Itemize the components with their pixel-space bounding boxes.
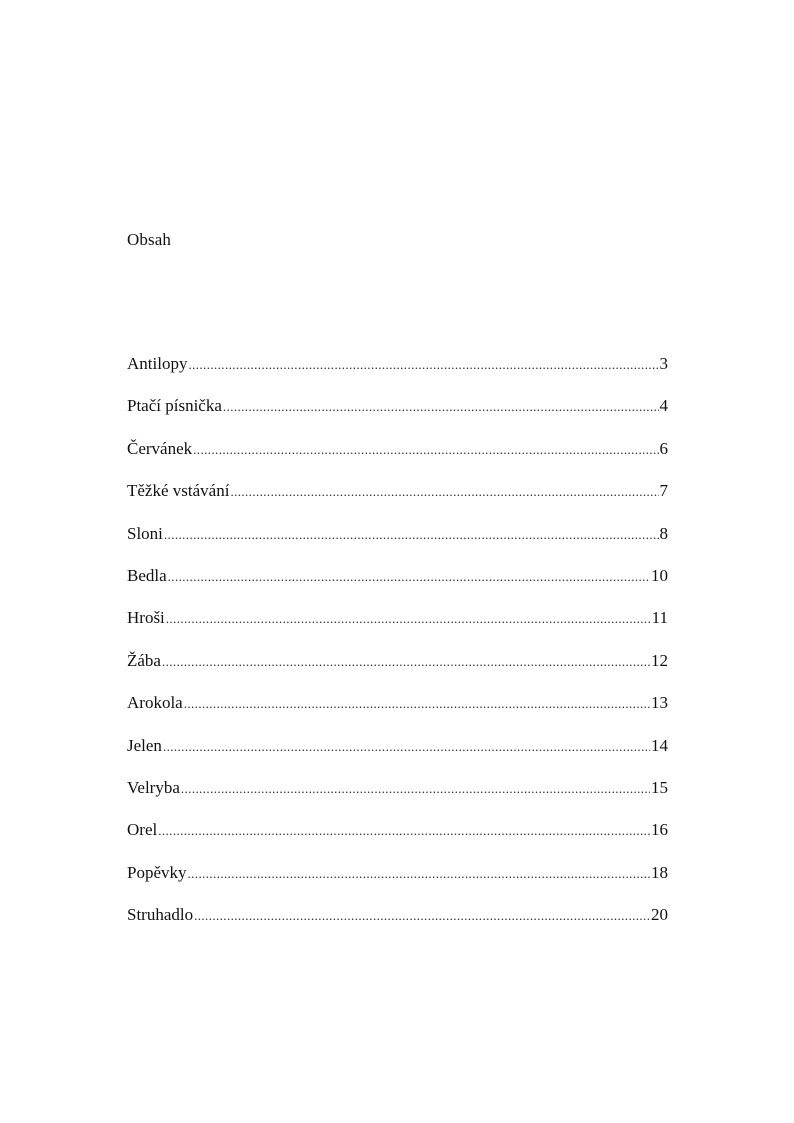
toc-entry[interactable] — [127, 353, 668, 395]
toc-entry-label: Velryba — [127, 777, 180, 797]
toc-entry[interactable] — [127, 692, 668, 734]
toc-entry-label: Žába — [127, 650, 161, 670]
toc-dot-leader — [194, 905, 650, 927]
toc-dot-leader — [188, 354, 658, 376]
toc-entry[interactable] — [127, 819, 668, 861]
toc-entry-label: Jelen — [127, 735, 162, 755]
toc-entry[interactable] — [127, 650, 668, 692]
page-title: Obsah — [127, 230, 171, 249]
toc-entry-label: Antilopy — [127, 354, 188, 373]
toc-entry[interactable] — [127, 565, 668, 607]
toc-entry-label: Těžké vstávání — [127, 481, 230, 501]
toc-page-number: 7 — [659, 481, 668, 501]
toc-page-number: 8 — [659, 523, 668, 543]
toc-page-number: 15 — [651, 777, 668, 797]
toc-dot-leader — [166, 608, 651, 630]
toc-page-number: 3 — [659, 354, 668, 373]
toc-dot-leader — [162, 651, 650, 673]
toc-page-number: 20 — [651, 905, 668, 925]
toc-page-number: 16 — [651, 820, 668, 840]
toc-page-number: 14 — [651, 735, 668, 755]
toc-entry-label: Ptačí písnička — [127, 396, 222, 416]
toc-dot-leader — [181, 778, 650, 800]
toc-entry[interactable] — [127, 735, 668, 777]
toc-dot-leader — [188, 863, 651, 885]
toc-page-number: 6 — [659, 438, 668, 458]
toc-entry-label: Arokola — [127, 693, 183, 713]
toc-entry[interactable] — [127, 395, 668, 437]
toc-entry[interactable] — [127, 904, 668, 946]
toc-dot-leader — [168, 566, 650, 588]
toc-page-number: 4 — [659, 396, 668, 416]
toc-dot-leader — [184, 693, 650, 715]
toc-dot-leader — [158, 820, 650, 842]
toc-dot-leader — [230, 481, 658, 503]
toc-page-number: 10 — [651, 565, 668, 585]
toc-dot-leader — [164, 524, 659, 546]
toc-entry-label: Popěvky — [127, 862, 187, 882]
toc-entry-label: Struhadlo — [127, 905, 194, 925]
toc-page-number: 11 — [651, 608, 668, 628]
toc-entry[interactable] — [127, 480, 668, 522]
toc-entry-label: Hroši — [127, 608, 165, 628]
toc-dot-leader — [223, 396, 659, 418]
toc-entry-label: Červánek — [127, 438, 193, 458]
toc-dot-leader — [193, 439, 658, 461]
toc-page-number: 13 — [651, 693, 668, 713]
toc-entry[interactable] — [127, 777, 668, 819]
toc-entry-label: Orel — [127, 820, 158, 840]
toc-entry[interactable] — [127, 862, 668, 904]
toc-page-number: 12 — [651, 650, 668, 670]
toc-entry[interactable] — [127, 523, 668, 565]
table-of-contents — [127, 353, 668, 946]
toc-entry[interactable] — [127, 438, 668, 480]
toc-page-number: 18 — [651, 862, 668, 882]
toc-entry[interactable] — [127, 607, 668, 649]
toc-entry-label: Sloni — [127, 523, 163, 543]
toc-entry-label: Bedla — [127, 565, 167, 585]
toc-dot-leader — [163, 736, 650, 758]
